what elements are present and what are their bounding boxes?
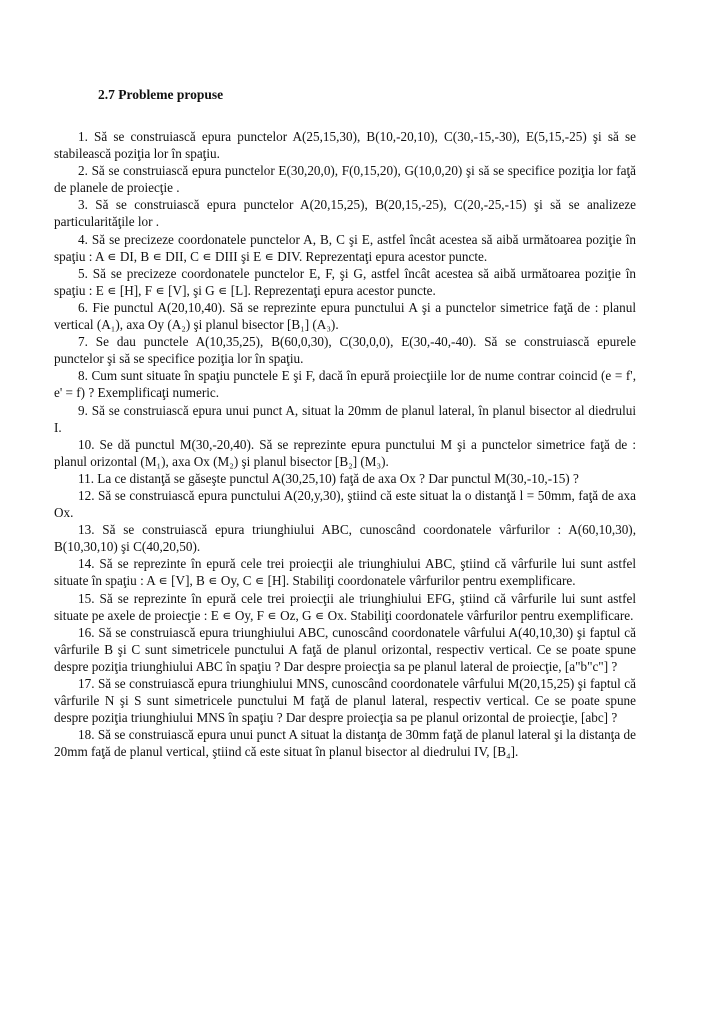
problem-item: 6. Fie punctul A(20,10,40). Să se reprezinte epura punctului A şi a punctelor simetrice faţă de : planul vertical (A₁), axa Oy (A₂) şi planul bisector [B₁] (A₃). <box>54 299 636 333</box>
problem-item: 7. Se dau punctele A(10,35,25), B(60,0,30), C(30,0,0), E(30,-40,-40). Să se construiască epurele punctelor şi să se specifice poziţia lor în spaţiu. <box>54 334 636 367</box>
problem-item: 15. Să se reprezinte în epură cele trei proiecţii ale triunghiului EFG, ştiind că vârfurile lui sunt astfel situate pe axele de proiecţie : E ∊ Oy, F ∊ Oz, G ∊ Ox. Stabiliţi coordonatele vârfurilor pentru exemplificare. <box>54 590 636 623</box>
problem-list <box>54 128 636 760</box>
problem-item: 18. Să se construiască epura unui punct A situat la distanţa de 30mm faţă de planul lateral şi la distanţa de 20mm faţă de planul vertical, ştiind că este situat în planul bisector al diedrului IV, [B₄]. <box>54 727 636 760</box>
problem-item: 9. Să se construiască epura unui punct A, situat la 20mm de planul lateral, în planul bisector al diedrului I. <box>54 402 636 435</box>
problem-item: 2. Să se construiască epura punctelor E(30,20,0), F(0,15,20), G(10,0,20) şi să se specifice poziţia lor faţă de planele de proiecţie . <box>54 163 636 196</box>
section-title: 2.7 Probleme propuse <box>98 87 224 102</box>
problem-item: 12. Să se construiască epura punctului A(20,y,30), ştiind că este situat la o distanţă l = 50mm, faţă de axa Ox. <box>54 487 636 521</box>
problem-item: 5. Să se precizeze coordonatele punctelor E, F, şi G, astfel încât acestea să aibă următoarea poziţie în spaţiu : E ∊ [H], F ∊ [V], şi G ∊ [L]. Reprezentaţi epura acestor puncte. <box>54 265 636 298</box>
problem-item: 10. Se dă punctul M(30,-20,40). Să se reprezinte epura punctului M şi a punctelor simetrice faţă de : planul orizontal (M₁), axa Ox (M₂) şi planul bisector [B₂] (M₃). <box>54 436 636 469</box>
problem-item: 1. Să se construiască epura punctelor A(25,15,30), B(10,-20,10), C(30,-15,-30), E(5,15,-25) şi să se stabilească poziţia lor în spaţiu. <box>54 129 636 162</box>
problem-item: 16. Să se construiască epura triunghiului ABC, cunoscând coordonatele vârfului A(40,10,30) şi faptul că vârfurile B şi C sunt simetricele punctului A faţă de planul orizontal, respectiv vertical. Ce se poate spune despre poziţia triunghiului ABC în spaţiu ? Dar despre proiecţia sa pe planul lateral de proiecţie, [a"b"c"] ? <box>54 624 636 674</box>
problem-item: 4. Să se precizeze coordonatele punctelor A, B, C şi E, astfel încât acestea să aibă următoarea poziţie în spaţiu : A ∊ DI, B ∊ DII, C ∊ DIII şi E ∊ DIV. Reprezentaţi epura acestor puncte. <box>54 231 636 264</box>
problem-item: 13. Să se construiască epura triunghiului ABC, cunoscând coordonatele vârfurilor : A(60,10,30), B(10,30,10) şi C(40,20,50). <box>54 522 636 555</box>
problem-item: 3. Să se construiască epura punctelor A(20,15,25), B(20,15,-25), C(20,-25,-15) şi să se analizeze particularităţile lor . <box>54 197 636 230</box>
problem-item: 14. Să se reprezinte în epură cele trei proiecţii ale triunghiului ABC, ştiind că vârfurile lui sunt astfel situate în spaţiu : A ∊ [V], B ∊ Oy, C ∊ [H]. Stabiliţi coordonatele vârfurilor pentru exemplificare. <box>54 556 636 589</box>
problem-item: 17. Să se construiască epura triunghiului MNS, cunoscând coordonatele vârfului M(20,15,25) şi faptul că vârfurile N şi S sunt simetricele punctului M faţă de planul lateral, respectiv vertical. Ce se poate spune despre poziţia triunghiului MNS în spaţiu ? Dar despre proiecţia sa pe planul orizontal de proiecţie, [abc] ? <box>54 676 636 726</box>
problem-item: 8. Cum sunt situate în spaţiu punctele E şi F, dacă în epură proiecţiile lor de nume contrar coincid (e = f', e' = f) ? Exemplificaţi numeric. <box>54 368 636 401</box>
problem-item: 11. La ce distanţă se găseşte punctul A(30,25,10) faţă de axa Ox ? Dar punctul M(30,-10,-15) ? <box>78 470 579 486</box>
